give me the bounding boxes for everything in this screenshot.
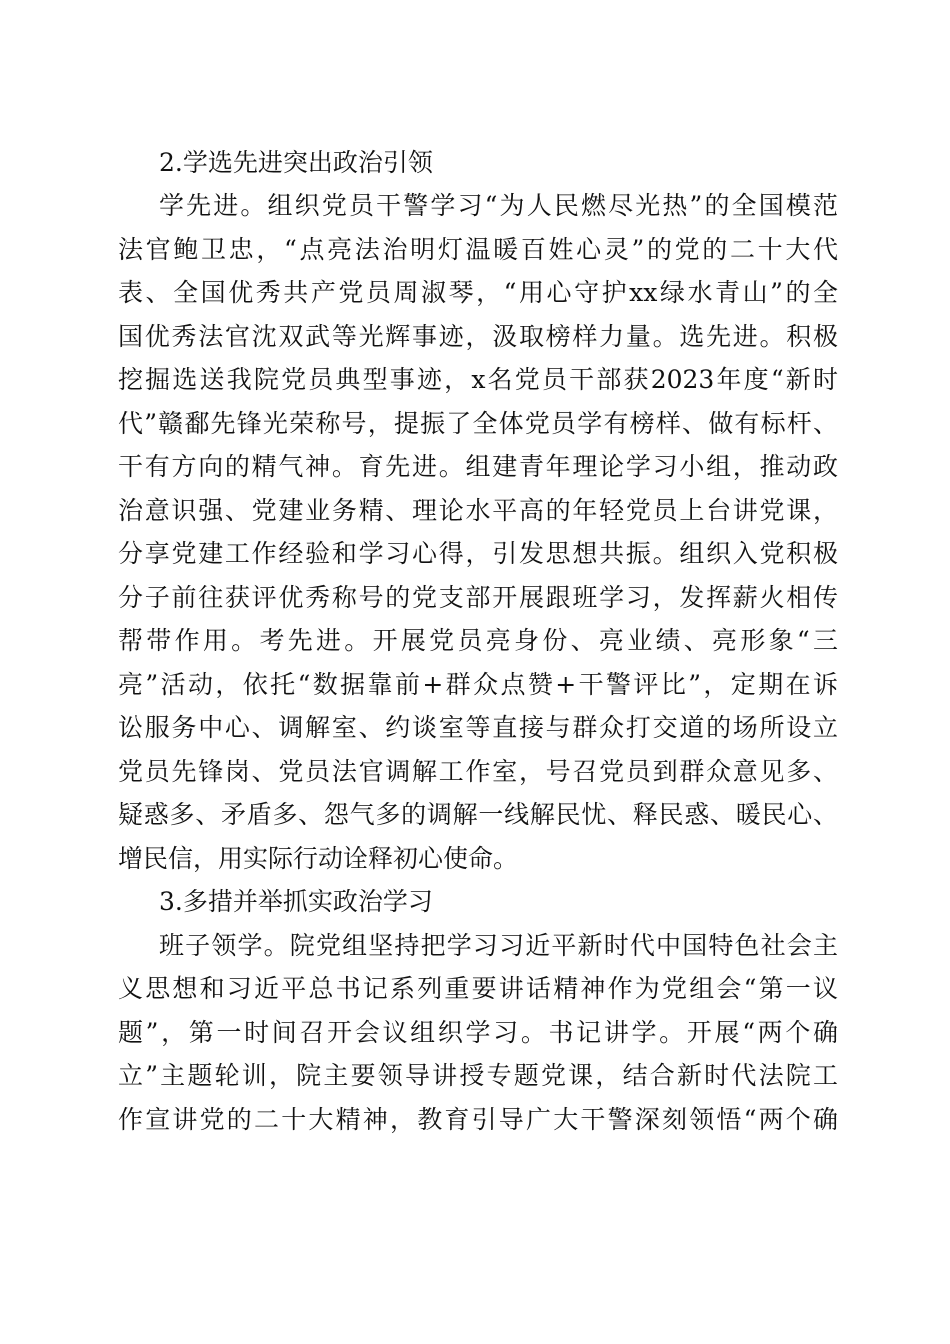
paragraph-line: 分享党建工作经验和学习心得，引发思想共振。组织入党积极 <box>118 539 838 568</box>
paragraph-line: 治意识强、党建业务精、理论水平高的年轻党员上台讲党课， <box>118 496 838 525</box>
paragraph-line: 学先进。组织党员干警学习“为人民燃尽光热”的全国模范 <box>159 191 838 220</box>
paragraph-line: 帮带作用。考先进。开展党员亮身份、亮业绩、亮形象“三 <box>118 626 838 655</box>
paragraph-line: 立”主题轮训，院主要领导讲授专题党课，结合新时代法院工 <box>118 1061 838 1090</box>
paragraph-line: 干有方向的精气神。育先进。组建青年理论学习小组，推动政 <box>118 452 838 481</box>
paragraph-line: 表、全国优秀共产党员周淑琴，“用心守护xx绿水青山”的全 <box>118 278 838 307</box>
paragraph-line: 增民信，用实际行动诠释初心使命。 <box>118 844 519 873</box>
paragraph-line: 班子领学。院党组坚持把学习习近平新时代中国特色社会主 <box>159 931 838 960</box>
paragraph-line: 义思想和习近平总书记系列重要讲话精神作为党组会“第一议 <box>118 974 838 1003</box>
paragraph-line: 党员先锋岗、党员法官调解工作室，号召党员到群众意见多、 <box>118 757 838 786</box>
paragraph-line: 疑惑多、矛盾多、怨气多的调解一线解民忧、释民惑、暖民心、 <box>118 800 838 829</box>
paragraph-line: 讼服务中心、调解室、约谈室等直接与群众打交道的场所设立 <box>118 713 838 742</box>
paragraph-line: 分子前往获评优秀称号的党支部开展跟班学习，发挥薪火相传 <box>118 583 838 612</box>
section-heading-2: 2.学选先进突出政治引领 <box>159 148 433 177</box>
paragraph-line: 亮”活动，依托“数据靠前+群众点赞+干警评比”，定期在诉 <box>118 670 838 699</box>
paragraph-line: 国优秀法官沈双武等光辉事迹，汲取榜样力量。选先进。积极 <box>118 322 838 351</box>
paragraph-line: 法官鲍卫忠，“点亮法治明灯温暖百姓心灵”的党的二十大代 <box>118 235 838 264</box>
section-heading-3: 3.多措并举抓实政治学习 <box>159 887 433 916</box>
paragraph-line: 作宣讲党的二十大精神，教育引导广大干警深刻领悟“两个确 <box>118 1105 838 1134</box>
paragraph-line: 挖掘选送我院党员典型事迹，x名党员干部获2023年度“新时 <box>118 365 838 394</box>
paragraph-line: 代”赣鄱先锋光荣称号，提振了全体党员学有榜样、做有标杆、 <box>118 409 838 438</box>
paragraph-line: 题”，第一时间召开会议组织学习。书记讲学。开展“两个确 <box>118 1018 838 1047</box>
